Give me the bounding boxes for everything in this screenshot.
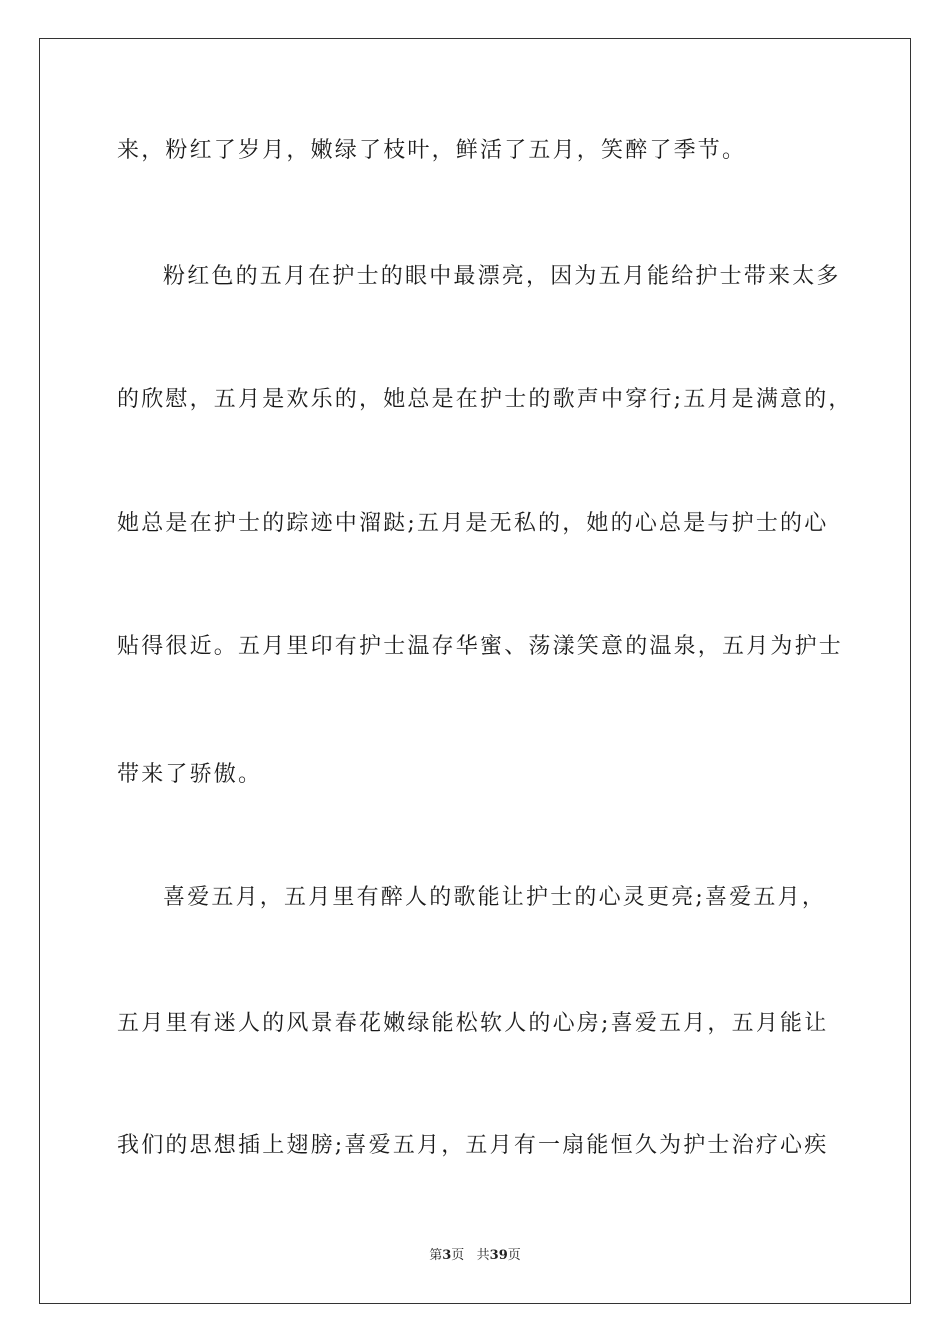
footer-page-number: 3 — [442, 1248, 452, 1263]
text-line-5: 贴得很近。五月里印有护士温存华蜜、荡漾笑意的温泉，五月为护士 — [117, 634, 844, 659]
footer-middle: 页 共 — [451, 1248, 490, 1263]
text-line-9: 我们的思想插上翅膀;喜爱五月，五月有一扇能恒久为护士治疗心疾 — [117, 1133, 829, 1158]
footer-suffix: 页 — [507, 1248, 521, 1263]
text-line-7: 喜爱五月，五月里有醉人的歌能让护士的心灵更亮;喜爱五月， — [163, 885, 827, 910]
text-line-3: 的欣慰，五月是欢乐的，她总是在护士的歌声中穿行;五月是满意的， — [117, 387, 853, 412]
text-line-8: 五月里有迷人的风景春花嫩绿能松软人的心房;喜爱五月，五月能让 — [117, 1011, 829, 1036]
footer-total-pages: 39 — [489, 1248, 508, 1263]
text-line-2: 粉红色的五月在护士的眼中最漂亮，因为五月能给护士带来太多 — [163, 264, 841, 289]
footer-prefix: 第 — [429, 1248, 443, 1263]
text-line-6: 带来了骄傲。 — [117, 762, 263, 787]
text-line-1: 来，粉红了岁月，嫩绿了枝叶，鲜活了五月，笑醉了季节。 — [117, 138, 747, 163]
page-border — [39, 38, 911, 1304]
text-line-4: 她总是在护士的踪迹中溜跶;五月是无私的，她的心总是与护士的心 — [117, 511, 829, 536]
page-footer — [0, 1247, 950, 1265]
